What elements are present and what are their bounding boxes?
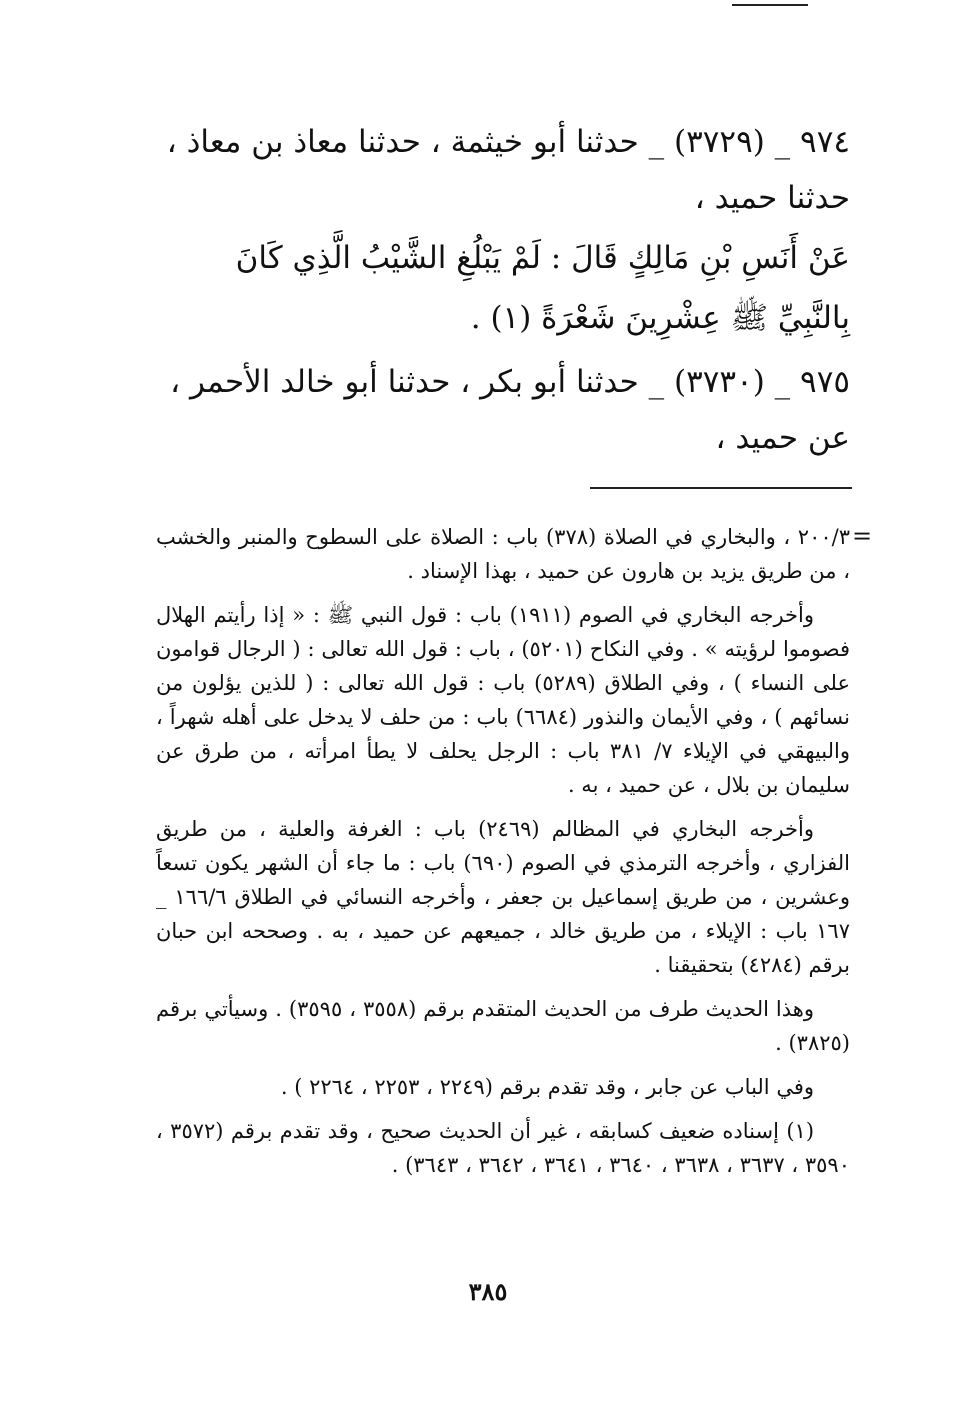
footnote-paragraph: وأخرجه البخاري في الصوم (١٩١١) باب : قول النبي ﷺ : « إذا رأيتم الهلال فصوموا لرؤيته » . وفي النكاح (٥٢٠١) ، باب : قول الله تعالى : ( الرجال قوامون على النساء ) ، وفي الطلاق (٥٢٨٩) باب : قول الله تعالى : ( للذين يؤلون من نسائهم ) ، وفي الأيمان والنذور (٦٦٨٤) باب : من حلف لا يدخل على أهله شهراً ، والبيهقي في الإيلاء ٧/ ٣٨١ باب : الرجل يحلف لا يطأ امرأته ، من طرق عن سليمان بن بلال ، عن حميد ، به . (156, 603, 851, 797)
hadith-975 (156, 354, 850, 466)
hadith-974-chain-line-2: حدثنا حميد ، (694, 180, 850, 216)
header-rule (732, 4, 808, 6)
continuation-mark: = (852, 522, 873, 550)
footnote-paragraph: وهذا الحديث طرف من الحديث المتقدم برقم (٣٥٥٨ ، ٣٥٩٥) . وسيأتي برقم (٣٨٢٥) . (156, 997, 850, 1055)
hadith-975-chain-line-1: ٩٧٥ _ (٣٧٣٠) _ حدثنا أبو بكر ، حدثنا أبو خالد الأحمر ، (170, 364, 850, 400)
footnote-paragraph: ٢٠٠/٣ ، والبخاري في الصلاة (٣٧٨) باب : الصلاة على السطوح والمنبر والخشب ، من طريق يزيد بن هارون عن حميد ، بهذا الإسناد . (156, 525, 850, 583)
hadith-974 (156, 114, 850, 226)
matn-line-2: بِالنَّبِيِّ ﷺ عِشْرِينَ شَعْرَةً (١) . (470, 300, 850, 336)
hadith-975-chain-line-2: عن حميد ، (715, 420, 850, 456)
hadith-974-chain-line-1: ٩٧٤ _ (٣٧٢٩) _ حدثنا أبو خيثمة ، حدثنا معاذ بن معاذ ، (166, 124, 850, 160)
footnote-paragraph: وفي الباب عن جابر ، وقد تقدم برقم (٢٢٤٩ ، ٢٢٥٣ ، ٢٢٦٤ ) . (280, 1075, 814, 1099)
footnotes (156, 520, 850, 1192)
footnote-paragraph: (١) إسناده ضعيف كسابقه ، غير أن الحديث صحيح ، وقد تقدم برقم (٣٥٧٢ ، ٣٥٩٠ ، ٣٦٣٧ ، ٣٦٣٨ ، ٣٦٤٠ ، ٣٦٤١ ، ٣٦٤٢ ، ٣٦٤٣) . (156, 1119, 850, 1177)
footnote-paragraph: وأخرجه البخاري في المظالم (٢٤٦٩) باب : الغرفة والعلية ، من طريق الفزاري ، وأخرجه الترمذي في الصوم (٦٩٠) باب : ما جاء أن الشهر يكون تسعاً وعشرين ، من طريق إسماعيل بن جعفر ، وأخرجه النسائي في الطلاق ١٦٦/٦ _ ١٦٧ باب : الإيلاء ، من طريق خالد ، جميعهم عن حميد ، به . وصححه ابن حبان برقم (٤٢٨٤) بتحقيقنا . (156, 817, 850, 977)
matn-line-1: عَنْ أَنَسِ بْنِ مَالِكٍ قَالَ : لَمْ يَبْلُغِ الشَّيْبُ الَّذِي كَانَ (235, 240, 850, 276)
hadith-matn (156, 228, 850, 348)
page-number: ٣٨٥ (468, 1277, 508, 1306)
footnote-separator (590, 487, 852, 489)
